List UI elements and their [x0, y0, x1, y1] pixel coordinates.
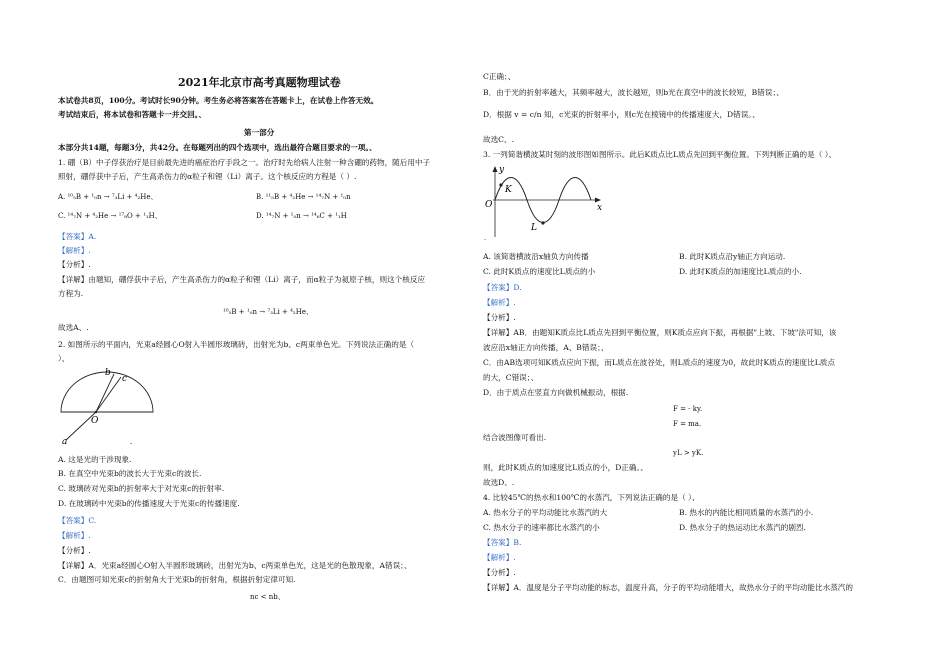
q1-option-b: B. ¹¹₅B + ⁴₂He → ¹⁴₇N + ¹₀n: [256, 193, 351, 201]
choose-c: 故选C、.: [483, 135, 515, 144]
q3-option-a: A. 该简谐横波沿x轴负方向传播: [483, 252, 589, 261]
q1-option-c: C. ¹⁴₇N + ⁴₂He → ¹⁷₈O + ¹₁H、: [58, 212, 162, 220]
q3-combine: 结合波图像可看出.: [483, 433, 547, 442]
q2-option-b: B. 在真空中光束b的波长大于光束c的波长.: [58, 469, 202, 478]
semicircle-refraction-diagram: [58, 364, 178, 450]
q1-option-a: A. ¹⁰₅B + ¹₀n → ⁷₃Li + ⁴₂He、: [58, 193, 158, 201]
q2-equation: nc < nb、: [250, 593, 285, 601]
q2-option-c: C. 玻璃砖对光束b的折射率大于对光束c的折射率.: [58, 484, 225, 493]
label-k: K: [505, 185, 512, 195]
q3-detail-line-4: 的大，C错误；、: [483, 373, 539, 382]
label-origin: O: [485, 200, 493, 210]
label-y: y: [499, 165, 505, 175]
q3-option-d: D. 此时K质点的加速度比L质点的小.: [679, 267, 802, 276]
label-o: O: [91, 416, 99, 426]
q4-jiexi: 【解析】.: [483, 553, 516, 562]
intro-line-1: 本试卷共8页，100分。考试时长90分钟。考生务必将答案答在答题卡上，在试卷上作答无效。: [58, 96, 379, 105]
q1-detail-line-1: 【详解】由题知，硼俘获中子后，产生高杀伤力的α粒子和锂（Li）离子，而α粒子为氦原子核，则这个核反应: [58, 275, 426, 284]
q3-detail-line-3: C．由AB选项可知K质点应向下振，而L质点在波谷处，则L质点的速度为0，故此时K质点的速度比L质点: [483, 358, 835, 367]
q4-answer: 【答案】B.: [483, 538, 522, 547]
d-analysis: D．根据 v = c/n 知，c光束的折射率小，则c光在棱镜中的传播速度大，D错误。、: [483, 110, 760, 119]
q3-equation-2: F = ma.: [673, 420, 702, 428]
q1-stem-line-2: 照射，硼俘获中子后，产生高杀伤力的α粒子和锂（Li）离子。这个核反应的方程是（ ）.: [58, 172, 357, 181]
glass-semicircle: [61, 372, 153, 412]
q1-jiexi: 【解析】.: [58, 246, 91, 255]
center-point-o: [95, 411, 97, 413]
diagram-dot: .: [130, 438, 133, 446]
q2-stem-line-2: ）、: [58, 354, 70, 363]
q3-detail-line-1: 【详解】AB．由题知K质点比L质点先回到平衡位置，则K质点应向下振，再根据"上坡、下坡"法可知，该: [483, 328, 837, 337]
q2-fenxi: 【分析】.: [58, 546, 91, 555]
q3-equation-1: F = - ky.: [673, 405, 703, 413]
b-analysis: B．由于光的折射率越大，其频率越大，波长越短，则b光在真空中的波长较短，B错误；、: [483, 88, 784, 97]
q3-fenxi: 【分析】.: [483, 313, 516, 322]
q3-jiexi: 【解析】.: [483, 298, 516, 307]
q3-choose: 故选D、.: [483, 478, 515, 487]
q1-equation: ¹⁰₅B + ¹₀n → ⁷₃Li + ⁴₂He、: [223, 308, 313, 316]
q4-option-a: A. 热水分子的平均动能比水蒸汽的大: [483, 508, 608, 517]
x-axis-arrow: [595, 198, 601, 203]
q2-option-d: D. 在玻璃砖中光束b的传播速度大于光束c的传播速度.: [58, 499, 240, 508]
q4-option-b: B. 热水的内能比相同质量的水蒸汽的小.: [679, 508, 814, 517]
c-correct: C正确；、: [483, 72, 516, 81]
q1-fenxi: 【分析】.: [58, 260, 91, 269]
ray-c: [96, 377, 121, 412]
q3-option-c: C. 此时K质点的速度比L质点的小: [483, 267, 596, 276]
point-k: [499, 183, 502, 186]
q3-option-b: B. 此时K质点沿y轴正方向运动.: [679, 252, 786, 261]
q3-answer: 【答案】D.: [483, 283, 522, 292]
q3-stem: 3. 一列简谐横波某时刻的波形图如图所示。此后K质点比L质点先回到平衡位置。下列判断正确的是（ ）、: [483, 150, 837, 159]
diagram-mark: 、: [484, 234, 491, 240]
q4-fenxi: 【分析】.: [483, 568, 516, 577]
label-b: b: [105, 368, 111, 378]
q2-stem-line-1: 2. 如图所示的平面内，光束a经圆心O射入半圆形玻璃砖，出射光为b、c两束单色光。下列说法正确的是（: [58, 340, 415, 349]
q2-detail-line-1: 【详解】A．光束a经圆心O射入半圆形玻璃砖，出射光为b、c两束单色光，这是光的色散现象，A错误；、: [58, 561, 412, 570]
y-axis-arrow: [493, 166, 498, 172]
label-x: x: [597, 203, 603, 213]
q2-answer: 【答案】C.: [58, 516, 97, 525]
q2-option-a: A. 这是光的干涉现象.: [58, 455, 132, 464]
intro-line-2: 考试结束后，将本试卷和答题卡一并交回。、: [58, 110, 207, 119]
point-l: [541, 221, 544, 224]
q1-option-d: D. ¹⁴₇N + ¹₀n → ¹⁴₆C + ¹₁H: [256, 212, 347, 220]
wave-diagram: [483, 162, 608, 240]
q3-conclusion: 则，此时K质点的加速度比L质点的小，D正确。、: [483, 463, 648, 472]
q1-choose: 故选A、.: [58, 323, 89, 332]
q1-stem-line-1: 1. 硼（B）中子俘获治疗是目前最先进的癌症治疗手段之一。治疗时先给病人注射一种含硼的药物，随后用中子: [58, 158, 431, 167]
label-a: a: [62, 437, 68, 447]
q1-detail-line-2: 方程为.: [58, 289, 84, 298]
q4-stem: 4. 比较45℃的热水和100℃的水蒸汽，下列说法正确的是（ ）、: [483, 493, 700, 502]
label-l: L: [531, 223, 537, 233]
q3-equation-3: yL > yK.: [673, 449, 704, 457]
ray-b: [96, 374, 114, 412]
q2-detail-line-2: C．由题图可知光束c的折射角大于光束b的折射角，根据折射定律可知.: [58, 575, 296, 584]
q4-detail-line-1: 【详解】A．温度是分子平均动能的标志，温度升高，分子的平均动能增大，故热水分子的平均动能比水蒸汽的: [483, 583, 853, 592]
page-title: 2021年北京市高考真题物理试卷: [178, 76, 341, 89]
part-description: 本部分共14题，每题3分，共42分。在每题列出的四个选项中，选出最符合题目要求的一项。、: [58, 143, 377, 152]
q3-detail-line-5: D．由于质点在竖直方向做机械振动，根据.: [483, 388, 629, 397]
q4-option-d: D. 热水分子的热运动比水蒸汽的剧烈.: [679, 523, 806, 532]
part-heading: 第一部分: [244, 128, 275, 137]
label-c: c: [122, 374, 128, 384]
q2-jiexi: 【解析】.: [58, 531, 91, 540]
q1-answer: 【答案】A.: [58, 232, 97, 241]
q3-detail-line-2: 波应沿x轴正方向传播，A、B错误；、: [483, 343, 609, 352]
q4-option-c: C. 热水分子的速率都比水蒸汽的小: [483, 523, 600, 532]
